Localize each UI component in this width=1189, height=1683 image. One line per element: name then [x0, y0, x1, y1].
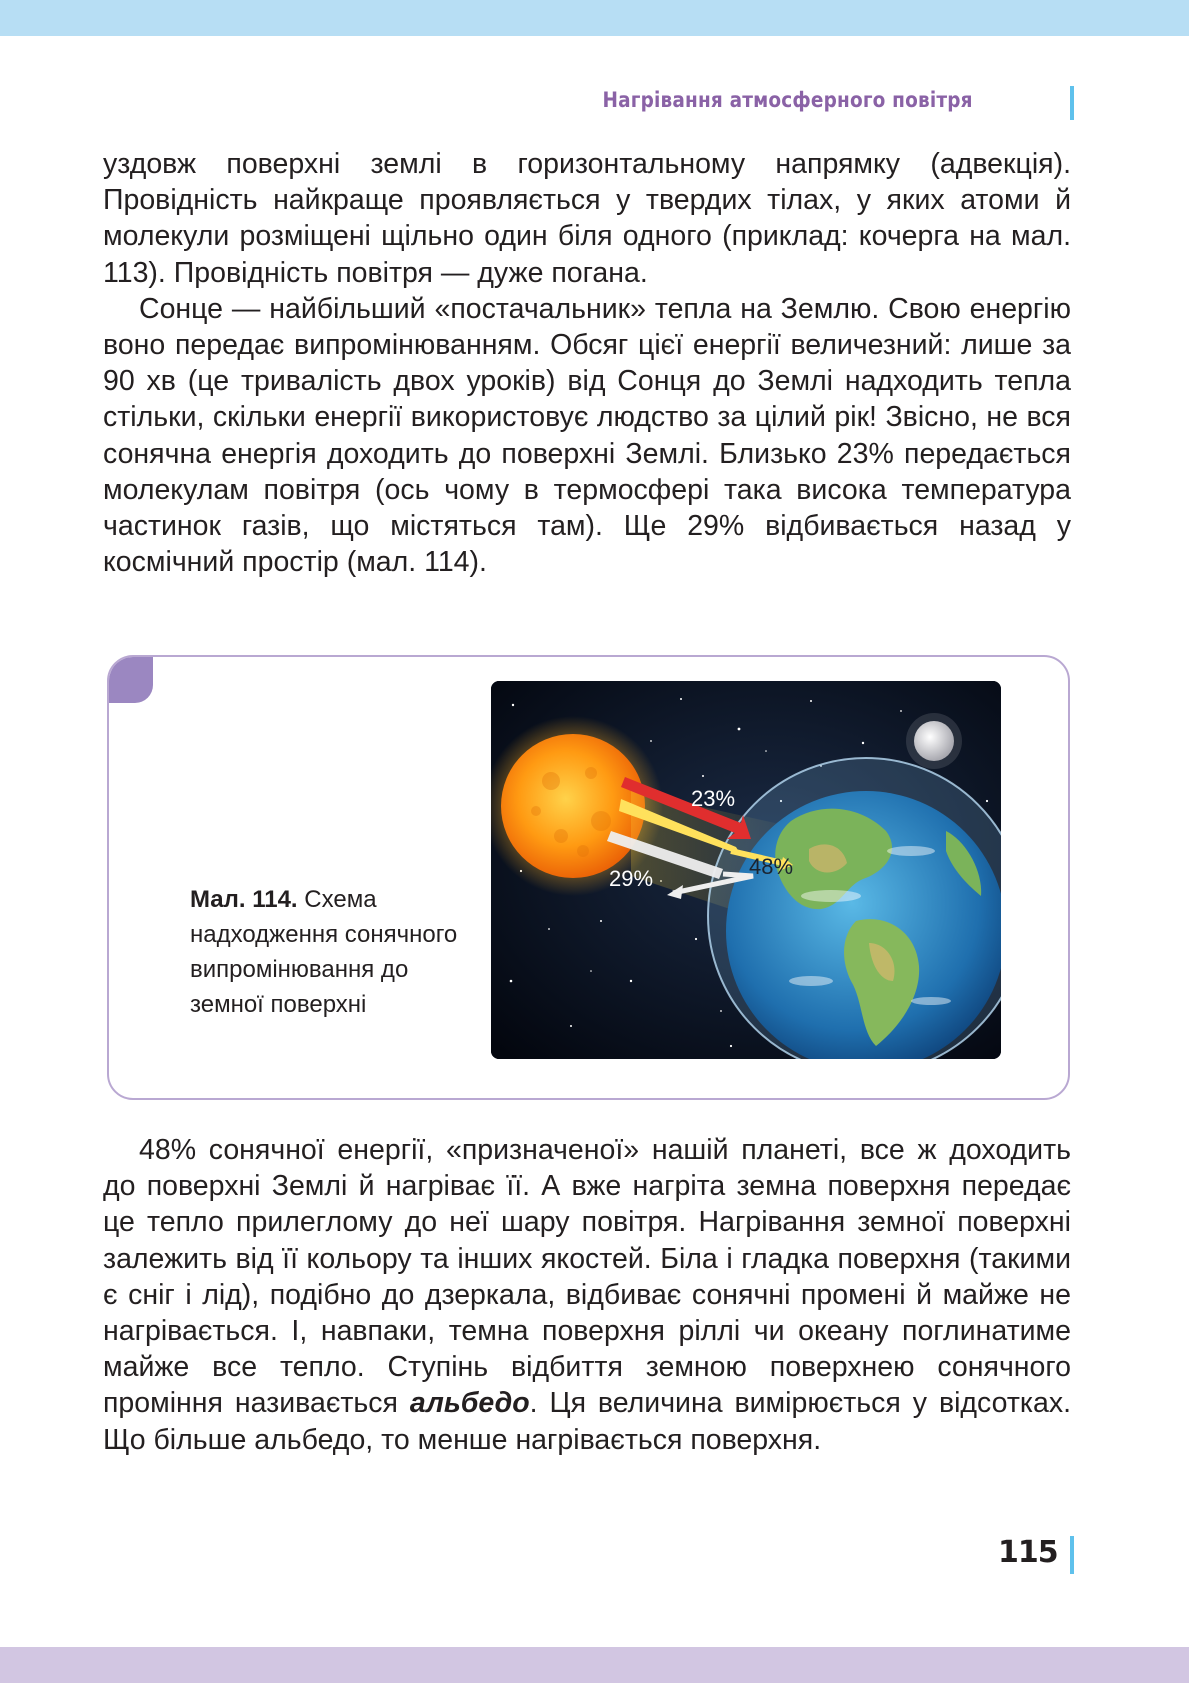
bottom-color-band [0, 1647, 1189, 1683]
figure-corner-tab [109, 657, 153, 703]
figure-caption [190, 882, 460, 1022]
body-text-bottom [103, 1132, 1071, 1458]
albedo-text-before: 48% сонячної енергії, «призначеної» нашій планеті, все ж доходить до поверхні Землі й нагріває її. А вже нагріта земна поверхня передає це тепло прилеглому до неї шару повітря. Нагрівання земної поверхні залежить від її кольору та інших якостей. Біла і гладка поверхня (такими є сніг і лід), подібно до дзеркала, відбиває сонячні промені й майже не нагрівається. І, навпаки, темна поверхня ріллі чи океану поглинатиме майже все тепло. Ступінь відбиття земною поверхнею сонячного проміння називається [103, 1134, 1071, 1420]
moon [914, 721, 954, 761]
top-color-band [0, 0, 1189, 36]
running-header-title: Нагрівання атмосферного повітря [602, 88, 973, 112]
paragraph-sun-energy: Сонце — найбільший «постачальник» тепла на Землю. Свою енергію воно передає випромінюванням. Обсяг цієї енергії величезний: лише за 90 хв (це тривалість двох уроків) від Сонця до Землі надходить тепла стільки, скільки енергії використовує людство за цілий рік! Звісно, не вся сонячна енергія доходить до поверхні Землі. Близько 23% передається молекулам повітря (ось чому в термосфері така висока температура частинок газів, що містяться там). Ще 29% відбивається назад у космічний простір (мал. 114). [103, 292, 1071, 579]
label-23-percent: 23% [691, 786, 736, 811]
albedo-term: альбедо [409, 1387, 530, 1420]
label-29-percent: 29% [609, 866, 654, 891]
figure-114 [107, 655, 1070, 1100]
paragraph-albedo [103, 1132, 1071, 1458]
solar-radiation-illustration [491, 681, 1001, 1059]
albedo-text-after: . Ця величина вимірюється у відсотках. Що більше альбедо, то менше нагрівається поверхня. [103, 1387, 1072, 1456]
page-number: 115 [998, 1535, 1058, 1570]
page-number-accent-bar [1070, 1536, 1074, 1574]
body-text-top [103, 146, 1071, 580]
figure-caption-text: Схема надходження сонячного випромінювання до земної поверхні [190, 886, 458, 1018]
header-accent-bar [1070, 86, 1074, 120]
label-48-percent: 48% [749, 854, 794, 879]
paragraph-conduction: уздовж поверхні землі в горизонтальному напрямку (адвекція). Провідність найкраще проявляється у твердих тілах, у яких атоми й молекули розміщені щільно один біля одного (приклад: кочерга на мал. 113). Провідність повітря — дуже погана. [103, 148, 1071, 289]
figure-caption-label: Мал. 114. [190, 886, 298, 913]
